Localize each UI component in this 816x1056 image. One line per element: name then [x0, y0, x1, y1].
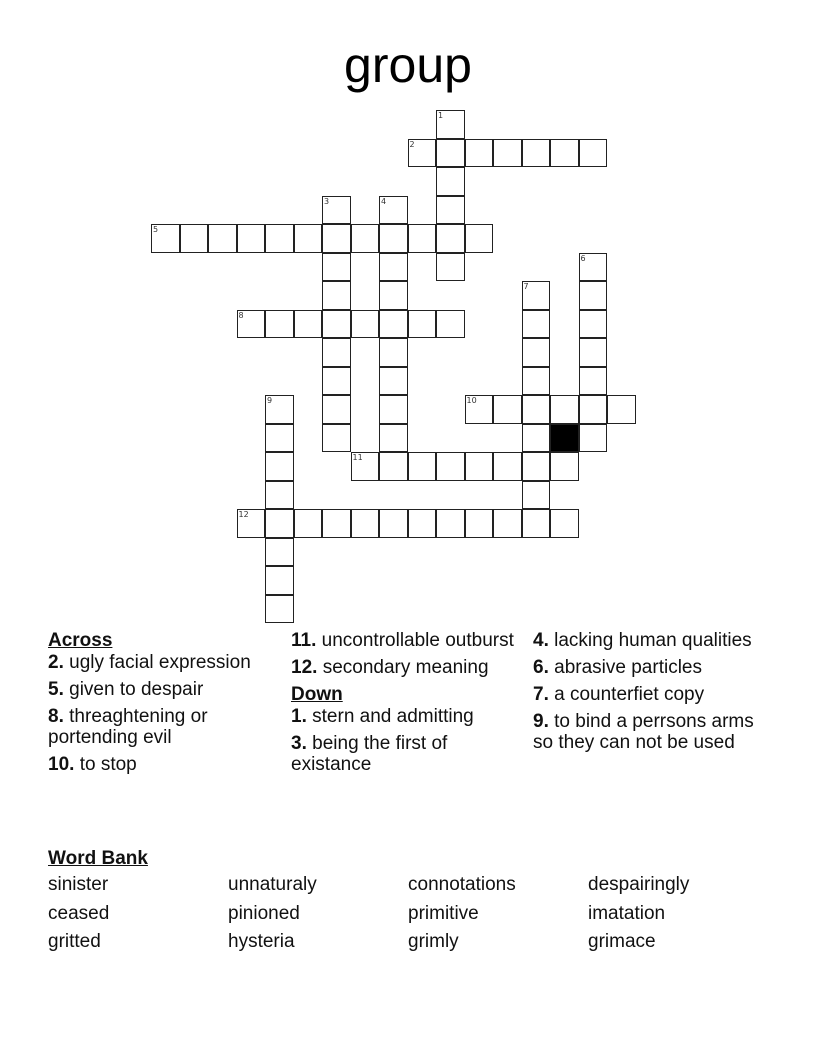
- grid-cell[interactable]: [265, 310, 294, 339]
- grid-cell[interactable]: [379, 310, 408, 339]
- word-bank-item: gritted: [48, 931, 101, 952]
- grid-cell[interactable]: [379, 424, 408, 453]
- grid-cell[interactable]: [522, 367, 551, 396]
- clue-number: 2: [409, 139, 415, 149]
- clue-number: 11: [352, 453, 363, 462]
- grid-cell[interactable]: [265, 481, 294, 510]
- grid-cell[interactable]: [379, 395, 408, 424]
- grid-cell[interactable]: [436, 452, 465, 481]
- clue-across-5: 5. given to despair: [48, 679, 204, 700]
- clue-number: 10: [466, 396, 477, 405]
- clue-down-3: 3. being the first of existance: [291, 733, 448, 775]
- grid-cell[interactable]: [208, 224, 237, 253]
- grid-cell[interactable]: [579, 253, 608, 282]
- grid-cell[interactable]: [351, 509, 380, 538]
- clue-across-2: 2. ugly facial expression: [48, 652, 251, 673]
- grid-cell[interactable]: [522, 338, 551, 367]
- clue-down-6: 6. abrasive particles: [533, 657, 702, 678]
- word-bank-item: ceased: [48, 902, 110, 924]
- grid-cell[interactable]: [379, 509, 408, 538]
- grid-cell[interactable]: [237, 310, 266, 339]
- grid-cell[interactable]: [579, 424, 608, 453]
- grid-cell[interactable]: [408, 310, 437, 339]
- grid-cell[interactable]: [265, 538, 294, 567]
- clue-number: 8: [238, 310, 244, 320]
- grid-cell[interactable]: [550, 452, 579, 481]
- grid-cell[interactable]: [322, 367, 351, 396]
- clue-number: 12: [238, 510, 249, 519]
- grid-cell[interactable]: [151, 224, 180, 253]
- grid-cell[interactable]: [265, 424, 294, 453]
- grid-cell[interactable]: [579, 281, 608, 310]
- grid-cell[interactable]: [322, 509, 351, 538]
- grid-cell[interactable]: [379, 196, 408, 225]
- grid-cell[interactable]: [237, 509, 266, 538]
- grid-cell[interactable]: [550, 139, 579, 168]
- grid-cell[interactable]: [550, 395, 579, 424]
- word-bank: [48, 847, 788, 957]
- grid-cell[interactable]: [436, 310, 465, 339]
- grid-cell[interactable]: [379, 452, 408, 481]
- grid-cell[interactable]: [579, 310, 608, 339]
- clue-number: 7: [523, 282, 529, 291]
- grid-cell[interactable]: [579, 367, 608, 396]
- clues-column-2: [291, 630, 526, 781]
- grid-cell[interactable]: [436, 196, 465, 225]
- across-header: Across: [48, 630, 113, 651]
- grid-cell[interactable]: [522, 281, 551, 310]
- grid-cell[interactable]: [322, 338, 351, 367]
- clue-across-11: 11. uncontrollable outburst: [291, 630, 514, 651]
- clue-across-12: 12. secondary meaning: [291, 657, 489, 678]
- grid-cell[interactable]: [379, 224, 408, 253]
- grid-cell[interactable]: [579, 395, 608, 424]
- grid-cell[interactable]: [493, 395, 522, 424]
- grid-cell[interactable]: [180, 224, 209, 253]
- grid-cell[interactable]: [351, 224, 380, 253]
- grid-cell[interactable]: [607, 395, 636, 424]
- grid-cell[interactable]: [294, 310, 323, 339]
- black-cell: [550, 424, 579, 453]
- grid-cell[interactable]: [265, 395, 294, 424]
- word-bank-list: [48, 871, 788, 957]
- word-bank-item: hysteria: [228, 931, 295, 952]
- grid-cell[interactable]: [294, 509, 323, 538]
- grid-cell[interactable]: [408, 452, 437, 481]
- clue-number: 1: [438, 111, 444, 120]
- grid-cell[interactable]: [522, 395, 551, 424]
- clue-number: 6: [580, 253, 586, 263]
- grid-cell[interactable]: [465, 224, 494, 253]
- grid-cell[interactable]: [379, 253, 408, 282]
- grid-cell[interactable]: [351, 310, 380, 339]
- grid-cell[interactable]: [522, 481, 551, 510]
- grid-cell[interactable]: [265, 509, 294, 538]
- grid-cell[interactable]: [322, 224, 351, 253]
- crossword-grid: [151, 110, 651, 630]
- grid-cell[interactable]: [322, 281, 351, 310]
- clue-down-4: 4. lacking human qualities: [533, 630, 752, 651]
- grid-cell[interactable]: [265, 595, 294, 624]
- grid-cell[interactable]: [436, 224, 465, 253]
- word-bank-item: primitive: [408, 902, 479, 924]
- grid-cell[interactable]: [237, 224, 266, 253]
- grid-cell[interactable]: [465, 452, 494, 481]
- grid-cell[interactable]: [436, 253, 465, 282]
- grid-cell[interactable]: [351, 452, 380, 481]
- grid-cell[interactable]: [322, 253, 351, 282]
- word-bank-item: despairingly: [588, 874, 690, 895]
- grid-cell[interactable]: [408, 509, 437, 538]
- grid-cell[interactable]: [436, 167, 465, 196]
- grid-cell[interactable]: [522, 310, 551, 339]
- word-bank-item: sinister: [48, 874, 109, 895]
- clue-number: 9: [267, 396, 273, 405]
- down-header: Down: [291, 684, 343, 705]
- grid-cell[interactable]: [322, 395, 351, 424]
- word-bank-item: pinioned: [228, 902, 300, 924]
- grid-cell[interactable]: [379, 367, 408, 396]
- grid-cell[interactable]: [408, 224, 437, 253]
- grid-cell[interactable]: [436, 509, 465, 538]
- word-bank-item: grimly: [408, 931, 459, 952]
- grid-cell[interactable]: [379, 281, 408, 310]
- clue-down-1: 1. stern and admitting: [291, 706, 474, 727]
- grid-cell[interactable]: [379, 338, 408, 367]
- clue-number: 3: [324, 196, 330, 206]
- grid-cell[interactable]: [265, 224, 294, 253]
- grid-cell[interactable]: [522, 509, 551, 538]
- grid-cell[interactable]: [522, 424, 551, 453]
- grid-cell[interactable]: [465, 139, 494, 168]
- clue-number: 5: [153, 225, 159, 234]
- grid-cell[interactable]: [493, 509, 522, 538]
- grid-cell[interactable]: [465, 395, 494, 424]
- clue-down-7: 7. a counterfiet copy: [533, 684, 705, 705]
- grid-cell[interactable]: [550, 509, 579, 538]
- word-bank-header: Word Bank: [48, 848, 148, 869]
- word-bank-item: unnaturaly: [228, 874, 317, 895]
- grid-cell[interactable]: [322, 196, 351, 225]
- word-bank-item: imatation: [588, 902, 666, 924]
- clue-down-9: 9. to bind a perrsons arms so they can not be used: [533, 711, 754, 753]
- clue-across-8: 8. threaghtening or portending evil: [48, 706, 208, 748]
- grid-cell[interactable]: [493, 139, 522, 168]
- puzzle-title: group: [344, 37, 472, 93]
- grid-cell[interactable]: [294, 224, 323, 253]
- grid-cell[interactable]: [579, 338, 608, 367]
- grid-cell[interactable]: [493, 452, 522, 481]
- grid-cell[interactable]: [522, 452, 551, 481]
- grid-cell[interactable]: [265, 566, 294, 595]
- grid-cell[interactable]: [408, 139, 437, 168]
- word-bank-item: connotations: [408, 874, 516, 895]
- word-bank-item: grimace: [588, 931, 656, 952]
- grid-cell[interactable]: [436, 110, 465, 139]
- grid-cell[interactable]: [579, 139, 608, 168]
- grid-cell[interactable]: [322, 310, 351, 339]
- grid-cell[interactable]: [465, 509, 494, 538]
- clues-column-1: [48, 630, 283, 781]
- clue-number: 4: [381, 196, 387, 206]
- grid-cell[interactable]: [265, 452, 294, 481]
- grid-cell[interactable]: [322, 424, 351, 453]
- clues-column-3: [533, 630, 778, 759]
- grid-cell[interactable]: [436, 139, 465, 168]
- clue-across-10: 10. to stop: [48, 754, 137, 775]
- grid-cell[interactable]: [522, 139, 551, 168]
